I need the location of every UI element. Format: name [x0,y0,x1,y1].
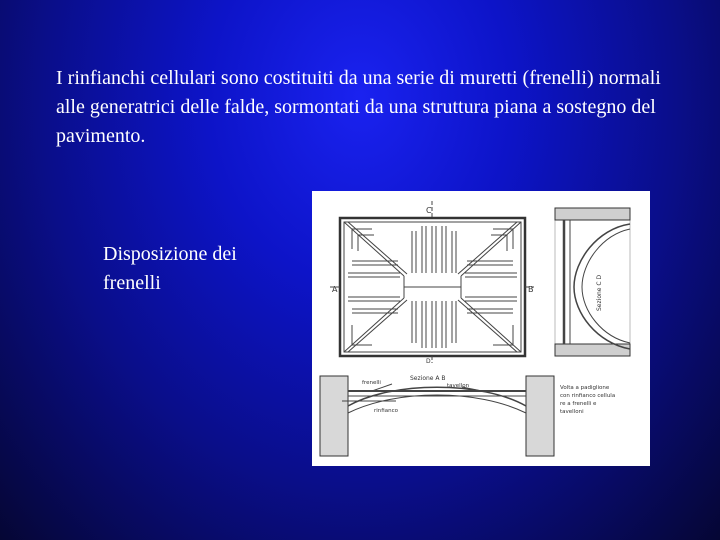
slide-body-text: I rinfianchi cellulari sono costituiti da una serie di muretti (frenelli) normali alle generatrici delle falde, sormontati da una struttura piana a sostegno del pavimento. [56,67,661,147]
label-c: C [426,206,432,215]
figure-caption-line-1: Volta a padiglione [560,385,610,391]
label-d: D [426,358,431,365]
label-section-cd: Sezione C D [596,274,603,311]
label-section-ab: Sezione A B [410,375,446,382]
figure-caption-line-2: con rinfianco cellula [560,393,616,399]
label-frenelli: frenelli [362,380,381,386]
label-b: B [528,285,534,294]
label-a: A [332,285,338,294]
label-rinfianco: rinfianco [374,408,398,414]
label-tavellon: tavellon [447,383,470,389]
figure-caption-line-3: re a frenelli e [560,401,597,407]
drawing-svg [312,191,650,466]
figure-caption-line-4: tavelloni [560,409,584,415]
figure-caption: Disposizione dei frenelli [103,243,237,294]
frenelli-technical-drawing [312,191,650,466]
